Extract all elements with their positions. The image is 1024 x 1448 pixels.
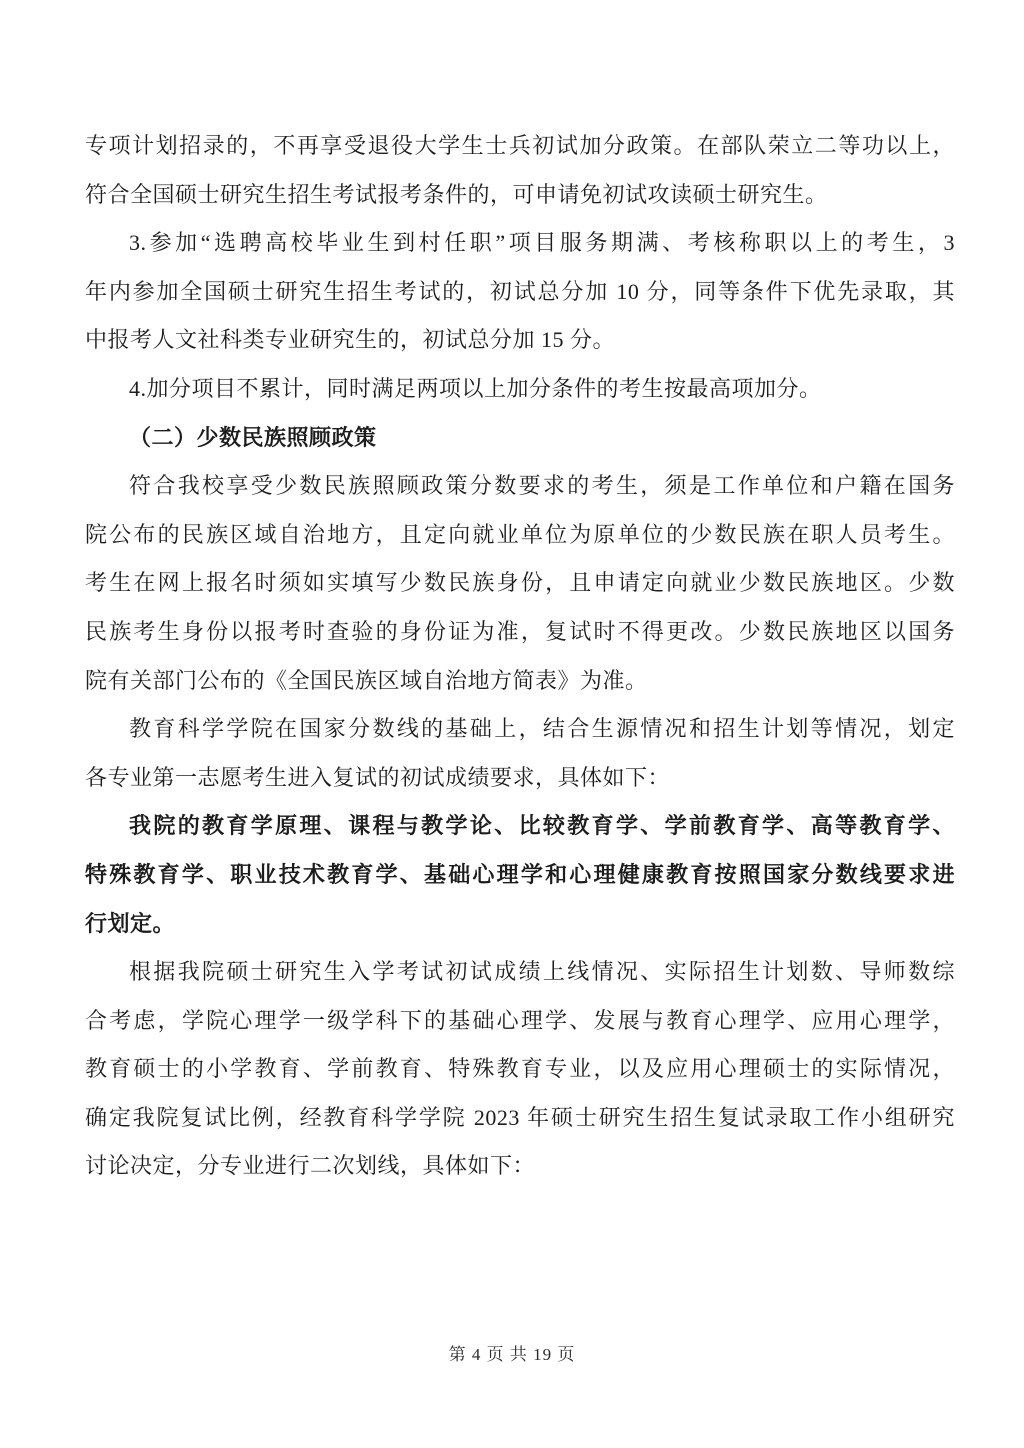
document-line: 根据我院硕士研究生入学考试初试成绩上线情况、实际招生计划数、导师数综 (129, 959, 955, 985)
document-line: 考生在网上报名时须如实填写少数民族身份，且申请定向就业少数民族地区。少数 (85, 570, 955, 596)
document-lines (85, 122, 955, 1191)
document-line: 中报考人文社科类专业研究生的，初试总分加 15 分。 (85, 327, 616, 353)
document-line: 教育科学学院在国家分数线的基础上，结合生源情况和招生计划等情况，划定 (129, 716, 955, 742)
document-line-bold: （二）少数民族照顾政策 (129, 424, 377, 450)
document-line: 教育硕士的小学教育、学前教育、特殊教育专业，以及应用心理硕士的实际情况， (85, 1056, 955, 1082)
document-line: 合考虑，学院心理学一级学科下的基础心理学、发展与教育心理学、应用心理学， (85, 1007, 955, 1033)
document-line: 民族考生身份以报考时查验的身份证为准，复试时不得更改。少数民族地区以国务 (85, 618, 955, 644)
document-line-bold: 我院的教育学原理、课程与教学论、比较教育学、学前教育学、高等教育学、 (129, 813, 955, 839)
document-line-bold: 行划定。 (85, 910, 176, 936)
document-line: 院有关部门公布的《全国民族区域自治地方简表》为准。 (85, 667, 648, 693)
document-line: 年内参加全国硕士研究生招生考试的，初试总分加 10 分，同等条件下优先录取，其 (85, 278, 955, 304)
document-line: 各专业第一志愿考生进入复试的初试成绩要求，具体如下： (85, 764, 671, 790)
document-body (85, 122, 955, 1191)
document-line: 确定我院复试比例，经教育科学学院 2023 年硕士研究生招生复试录取工作小组研究 (85, 1104, 955, 1130)
document-line: 4.加分项目不累计，同时满足两项以上加分条件的考生按最高项加分。 (129, 375, 822, 401)
document-line: 符合我校享受少数民族照顾政策分数要求的考生，须是工作单位和户籍在国务 (129, 473, 955, 499)
document-line: 讨论决定，分专业进行二次划线，具体如下： (85, 1153, 536, 1179)
document-line: 院公布的民族区域自治地方，且定向就业单位为原单位的少数民族在职人员考生。 (85, 521, 955, 547)
document-line: 3.参加“选聘高校毕业生到村任职”项目服务期满、考核称职以上的考生，3 (129, 230, 955, 256)
document-line-bold: 特殊教育学、职业技术教育学、基础心理学和心理健康教育按照国家分数线要求进 (85, 861, 955, 887)
document-line: 专项计划招录的，不再享受退役大学生士兵初试加分政策。在部队荣立二等功以上， (85, 133, 955, 158)
page-footer (0, 1340, 1024, 1365)
page-number-label: 第 4 页 共 19 页 (448, 1345, 576, 1364)
document-line: 符合全国硕士研究生招生考试报考条件的，可申请免初试攻读硕士研究生。 (85, 181, 828, 207)
